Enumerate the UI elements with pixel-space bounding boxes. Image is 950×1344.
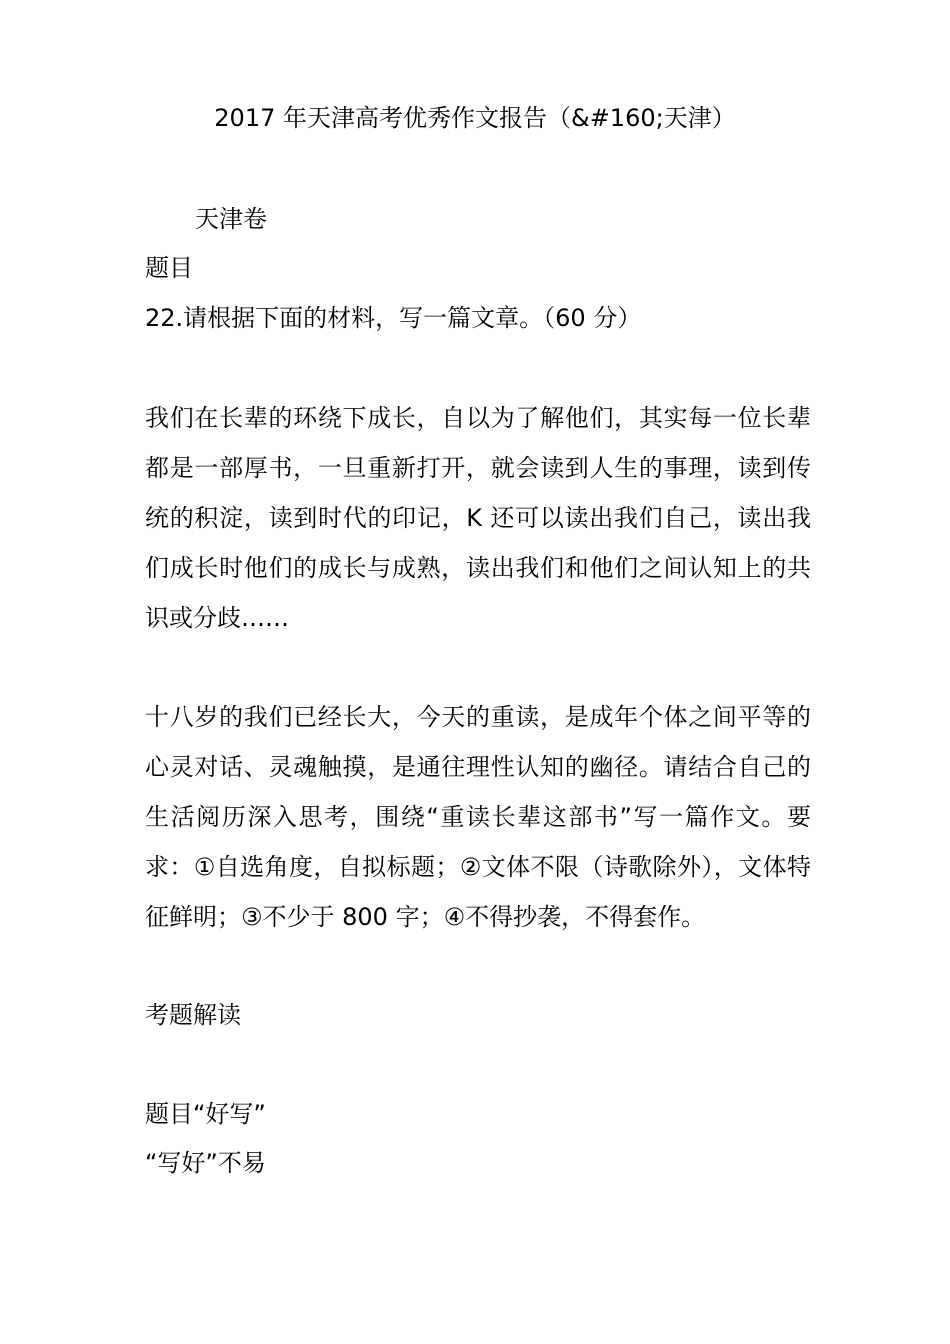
question-line: 22.请根据下面的材料，写一篇文章。（60 分） bbox=[145, 304, 642, 332]
topic-heading: 题目 bbox=[145, 254, 193, 282]
subheading-2: “写好”不易 bbox=[145, 1149, 266, 1177]
material-paragraph-2: 十八岁的我们已经长大，今天的重读，是成年个体之间平等的心灵对话、灵魂触摸，是通往理性认知的幽径。请结合自己的生活阅历深入思考，围绕“重读长辈这部书”写一篇作文。要求：①自选角度，自拟标题；②文体不限（诗歌除外），文体特征鲜明；③不少于 800 字；④不得抄袭，不得套作。 bbox=[145, 703, 811, 931]
section-label: 天津卷 bbox=[195, 205, 267, 233]
document-title: 2017 年天津高考优秀作文报告（&#160;天津） bbox=[214, 104, 736, 132]
material-paragraph-1: 我们在长辈的环绕下成长，自以为了解他们，其实每一位长辈都是一部厚书，一旦重新打开，就会读到人生的事理，读到传统的积淀，读到时代的印记，K 还可以读出我们自己，读出我们成长时他们的成长与成熟，读出我们和他们之间认知上的共识或分歧…… bbox=[145, 404, 811, 632]
subheading-1: 题目“好写” bbox=[145, 1100, 266, 1128]
analysis-heading: 考题解读 bbox=[145, 1001, 241, 1029]
